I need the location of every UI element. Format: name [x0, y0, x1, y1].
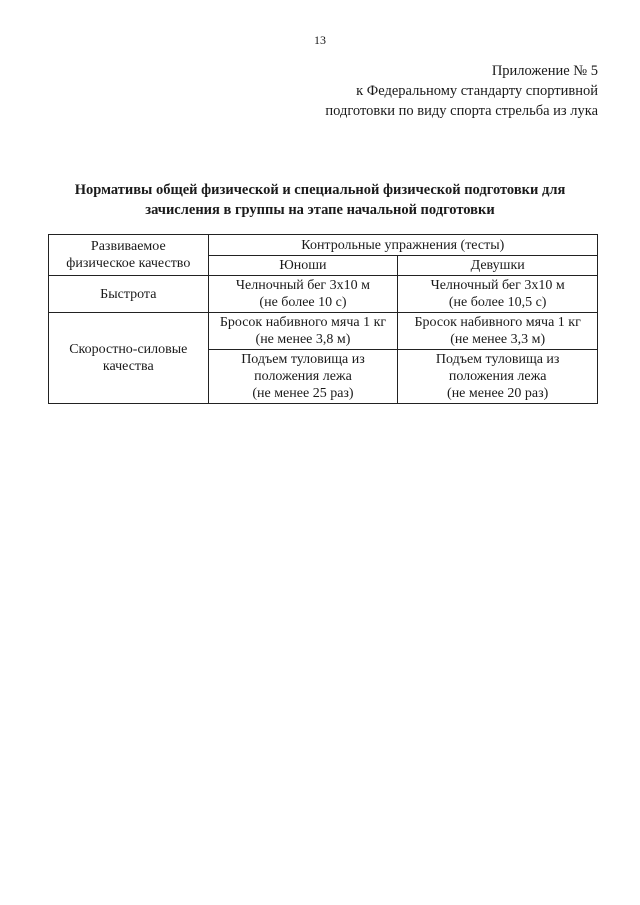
appendix-header: [325, 61, 598, 121]
header-tests-label: Контрольные упражнения (тесты): [301, 237, 505, 253]
norm-line: (не менее 3,3 м): [450, 332, 546, 347]
norm-line: (не более 10 с): [259, 295, 347, 310]
norm-line: положения лежа: [254, 369, 352, 384]
header-girls-label: Девушки: [470, 258, 525, 273]
norm-line: положения лежа: [448, 369, 547, 384]
norm-line: Подъем туловища из: [241, 352, 365, 367]
quality-line: Быстрота: [100, 286, 157, 302]
quality-line: качества: [102, 359, 154, 374]
header-quality-line: Развиваемое: [90, 239, 166, 254]
girls-norm-cell: [398, 313, 598, 350]
girls-norm-cell: [398, 350, 598, 404]
header-girls-cell: [398, 256, 598, 276]
quality-line: Скоростно-силовые: [69, 342, 188, 357]
norm-line: (не менее 25 раз): [252, 386, 354, 401]
header-boys-cell: [208, 256, 398, 276]
title-line-1: Нормативы общей физической и специальной физической подготовки для: [74, 182, 566, 198]
norm-line: Подъем туловища из: [435, 352, 560, 367]
girls-norm-cell: [398, 276, 598, 313]
title-line-2: зачисления в группы на этапе начальной подготовки: [145, 202, 495, 218]
header-tests-cell: [208, 235, 597, 256]
table-header-row: [49, 235, 598, 256]
norm-line: (не менее 3,8 м): [255, 332, 351, 347]
table-row: [49, 276, 598, 313]
header-boys-label: Юноши: [279, 258, 327, 273]
norm-line: Челночный бег 3х10 м: [235, 278, 371, 293]
norm-line: Челночный бег 3х10 м: [430, 278, 565, 293]
norm-line: Бросок набивного мяча 1 кг: [219, 315, 387, 330]
appendix-reference: к Федеральному стандарту спортивной: [356, 83, 598, 99]
table-row: [49, 313, 598, 350]
norm-line: Бросок набивного мяча 1 кг: [414, 315, 581, 330]
boys-norm-cell: [208, 276, 398, 313]
appendix-number: Приложение № 5: [491, 63, 598, 79]
boys-norm-cell: [208, 350, 398, 404]
norms-table: [48, 234, 598, 404]
quality-cell: [49, 313, 209, 404]
norm-line: (не менее 20 раз): [447, 386, 549, 401]
header-quality-cell: [49, 235, 209, 276]
header-quality-line: физическое качество: [66, 256, 191, 271]
norm-line: (не более 10,5 с): [448, 295, 547, 310]
boys-norm-cell: [208, 313, 398, 350]
quality-cell: [49, 276, 209, 313]
page-number: 13: [314, 33, 326, 47]
document-title: [40, 180, 600, 220]
appendix-sport: подготовки по виду спорта стрельба из лука: [325, 103, 598, 119]
